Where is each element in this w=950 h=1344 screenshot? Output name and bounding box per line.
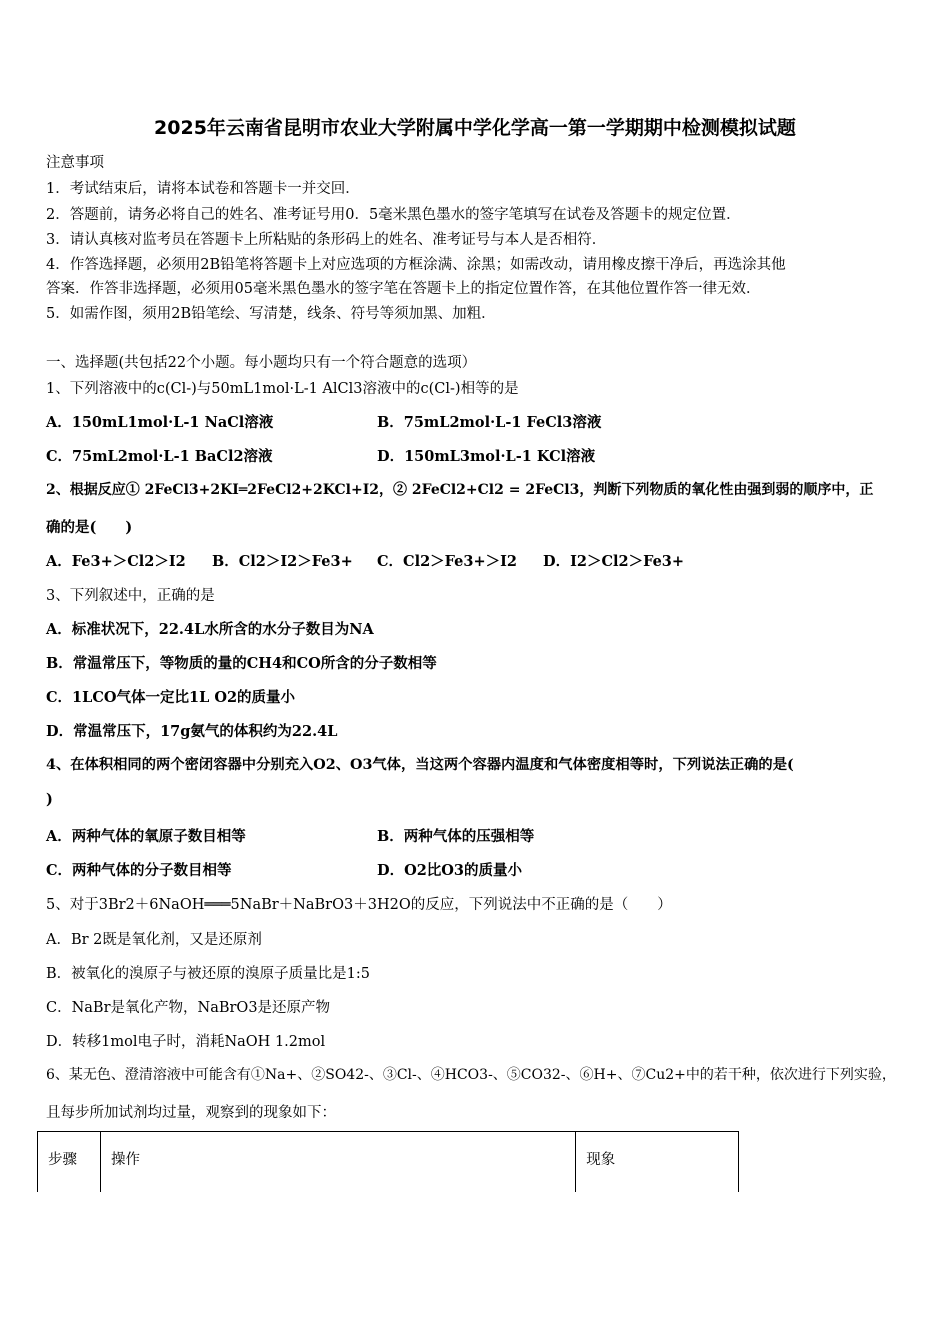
question-5-option-b: B．被氧化的溴原子与被还原的溴原子质量比是1:5 xyxy=(46,966,370,982)
table-header-phenomenon: 现象 xyxy=(576,1132,739,1192)
question-2-option-d: D．I2＞Cl2＞Fe3+ xyxy=(543,553,685,570)
question-3-option-d: D．常温常压下，17g氨气的体积约为22.4L xyxy=(46,723,338,740)
section-heading: 一、选择题(共包括22个小题。每小题均只有一个符合题意的选项） xyxy=(46,355,477,371)
question-2-option-b: B．Cl2＞I2＞Fe3+ xyxy=(212,553,353,570)
question-2-stem-cont: 确的是( ) xyxy=(46,519,133,536)
table-header-step: 步骤 xyxy=(38,1132,101,1192)
table-header-row xyxy=(38,1132,739,1192)
question-2-option-a: A．Fe3+＞Cl2＞I2 xyxy=(46,553,186,570)
question-4-stem: 4、在体积相同的两个密闭容器中分别充入O2、O3气体，当这两个容器内温度和气体密度相等时，下列说法正确的是( xyxy=(46,757,794,773)
question-4-option-b: B．两种气体的压强相等 xyxy=(377,828,535,845)
question-3-option-b: B．常温常压下，等物质的量的CH4和CO所含的分子数相等 xyxy=(46,655,437,672)
question-4-stem-cont: ) xyxy=(46,791,53,808)
notice-item-5: 5．如需作图，须用2B铅笔绘、写清楚，线条、符号等须加黑、加粗． xyxy=(46,306,496,322)
question-4-option-a: A．两种气体的氧原子数目相等 xyxy=(46,828,246,845)
question-2-stem: 2、根据反应① 2FeCl3+2KI═2FeCl2+2KCl+I2，② 2FeCl2+Cl2 = 2FeCl3，判断下列物质的氧化性由强到弱的顺序中，正 xyxy=(46,482,874,498)
question-4-option-d: D．O2比O3的质量小 xyxy=(377,862,523,879)
question-2-option-c: C．Cl2＞Fe3+＞I2 xyxy=(377,553,518,570)
notice-item-3: 3．请认真核对监考员在答题卡上所粘贴的条形码上的姓名、准考证号与本人是否相符． xyxy=(46,232,607,248)
question-6-stem: 6、某无色、澄清溶液中可能含有①Na+、②SO42-、③Cl-、④HCO3-、⑤CO32-、⑥H+、⑦Cu2+中的若干种，依次进行下列实验， xyxy=(46,1067,896,1083)
question-1-option-b: B．75mL2mol·L-1 FeCl3溶液 xyxy=(377,414,602,431)
question-1-option-c: C．75mL2mol·L-1 BaCl2溶液 xyxy=(46,448,273,465)
question-5-stem: 5、对于3Br2＋6NaOH═══5NaBr＋NaBrO3＋3H2O的反应，下列说法中不正确的是（ ） xyxy=(46,897,672,913)
question-5-option-a: A．Br 2既是氧化剂，又是还原剂 xyxy=(46,932,262,948)
table-header-operation: 操作 xyxy=(100,1132,575,1192)
question-1-option-a: A．150mL1mol·L-1 NaCl溶液 xyxy=(46,414,274,431)
question-5-option-d: D．转移1mol电子时，消耗NaOH 1.2mol xyxy=(46,1034,326,1050)
question-3-option-c: C．1LCO气体一定比1L O2的质量小 xyxy=(46,689,296,706)
notice-item-1: 1．考试结束后，请将本试卷和答题卡一并交回． xyxy=(46,181,360,197)
question-5-option-c: C．NaBr是氧化产物，NaBrO3是还原产物 xyxy=(46,1000,331,1016)
notice-item-2: 2．答题前，请务必将自己的姓名、准考证号用0．5毫米黑色墨水的签字笔填写在试卷及答题卡的规定位置． xyxy=(46,207,741,223)
question-6-stem-cont: 且每步所加试剂均过量，观察到的现象如下： xyxy=(46,1105,336,1121)
question-3-stem: 3、下列叙述中，正确的是 xyxy=(46,588,215,604)
question-3-option-a: A．标准状况下，22.4L水所含的水分子数目为NA xyxy=(46,621,374,638)
question-1-stem: 1、下列溶液中的c(Cl-)与50mL1mol·L-1 AlCl3溶液中的c(Cl-)相等的是 xyxy=(46,381,519,397)
question-4-option-c: C．两种气体的分子数目相等 xyxy=(46,862,232,879)
notice-heading: 注意事项 xyxy=(46,155,104,171)
notice-item-4-cont: 答案．作答非选择题，必须用05毫米黑色墨水的签字笔在答题卡上的指定位置作答，在其他位置作答一律无效． xyxy=(46,281,761,297)
notice-item-4: 4．作答选择题，必须用2B铅笔将答题卡上对应选项的方框涂满、涂黑；如需改动，请用橡皮擦干净后，再选涂其他 xyxy=(46,257,786,273)
exam-title: 2025年云南省昆明市农业大学附属中学化学高一第一学期期中检测模拟试题 xyxy=(154,117,796,139)
question-1-option-d: D．150mL3mol·L-1 KCl溶液 xyxy=(377,448,596,465)
experiment-table xyxy=(37,1131,739,1192)
